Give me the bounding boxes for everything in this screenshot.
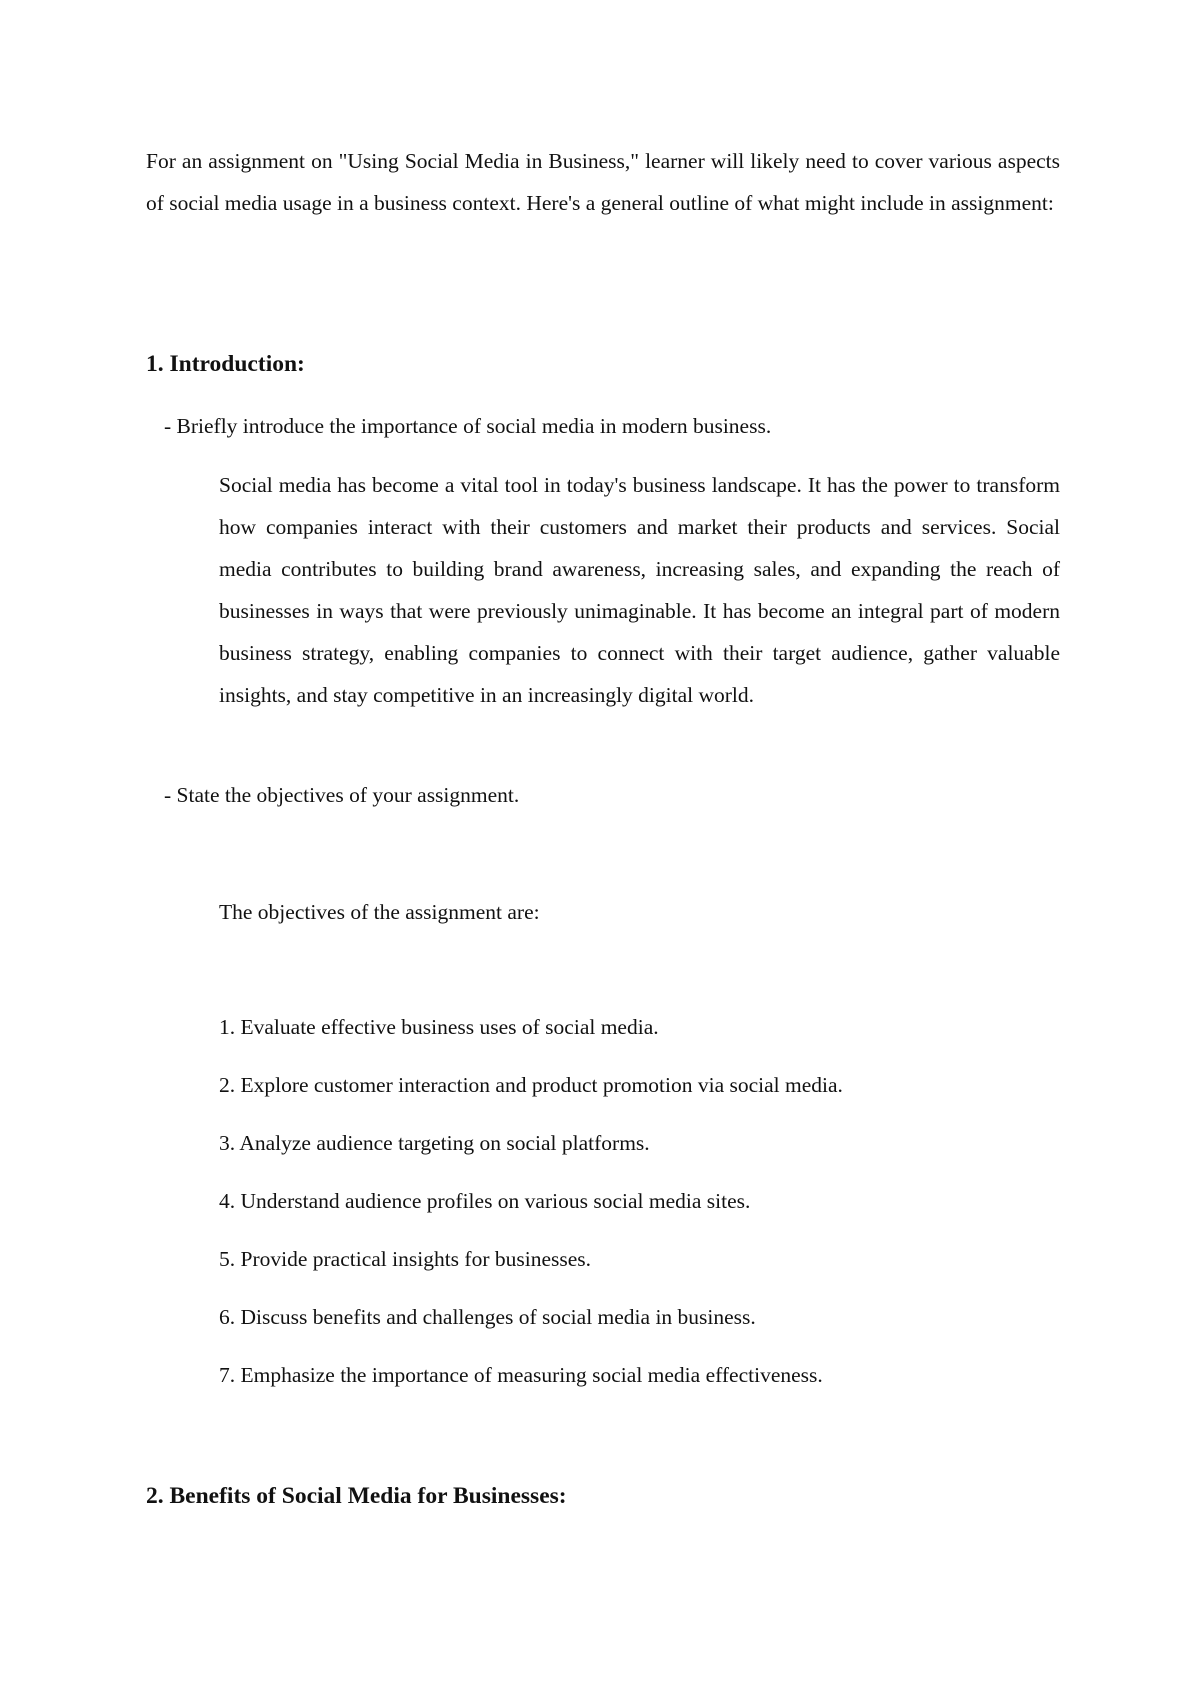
importance-paragraph: Social media has become a vital tool in today's business landscape. It has the power to transform how companies interact with their customers and market their products and services. Social media contributes to building brand awareness, increasing sales, and expanding the reach of businesses in ways that were previously unimaginable. It has become an integral part of modern business strategy, enabling companies to connect with their target audience, gather valuable insights, and stay competitive in an increasingly digital world.	[219, 473, 1060, 707]
intro-paragraph: For an assignment on "Using Social Media in Business," learner will likely need to cover various aspects of social media usage in a business context. Here's a general outline of what might include in assignment:	[146, 149, 1060, 215]
objectives-list	[219, 1012, 843, 1418]
section-heading-introduction: 1. Introduction:	[146, 351, 305, 377]
list-item: 5. Provide practical insights for businesses.	[219, 1247, 592, 1271]
list-item: 1. Evaluate effective business uses of social media.	[219, 1015, 659, 1039]
list-item: 6. Discuss benefits and challenges of social media in business.	[219, 1305, 756, 1329]
list-item: 3. Analyze audience targeting on social platforms.	[219, 1131, 650, 1155]
list-item: 4. Understand audience profiles on various social media sites.	[219, 1189, 751, 1213]
list-item: 2. Explore customer interaction and product promotion via social media.	[219, 1073, 843, 1097]
list-item: 7. Emphasize the importance of measuring social media effectiveness.	[219, 1363, 823, 1387]
bullet-objectives: - State the objectives of your assignment.	[164, 783, 520, 807]
bullet-importance: - Briefly introduce the importance of social media in modern business.	[164, 414, 772, 438]
section-heading-benefits: 2. Benefits of Social Media for Businesses:	[146, 1483, 567, 1509]
objectives-intro: The objectives of the assignment are:	[219, 900, 540, 924]
